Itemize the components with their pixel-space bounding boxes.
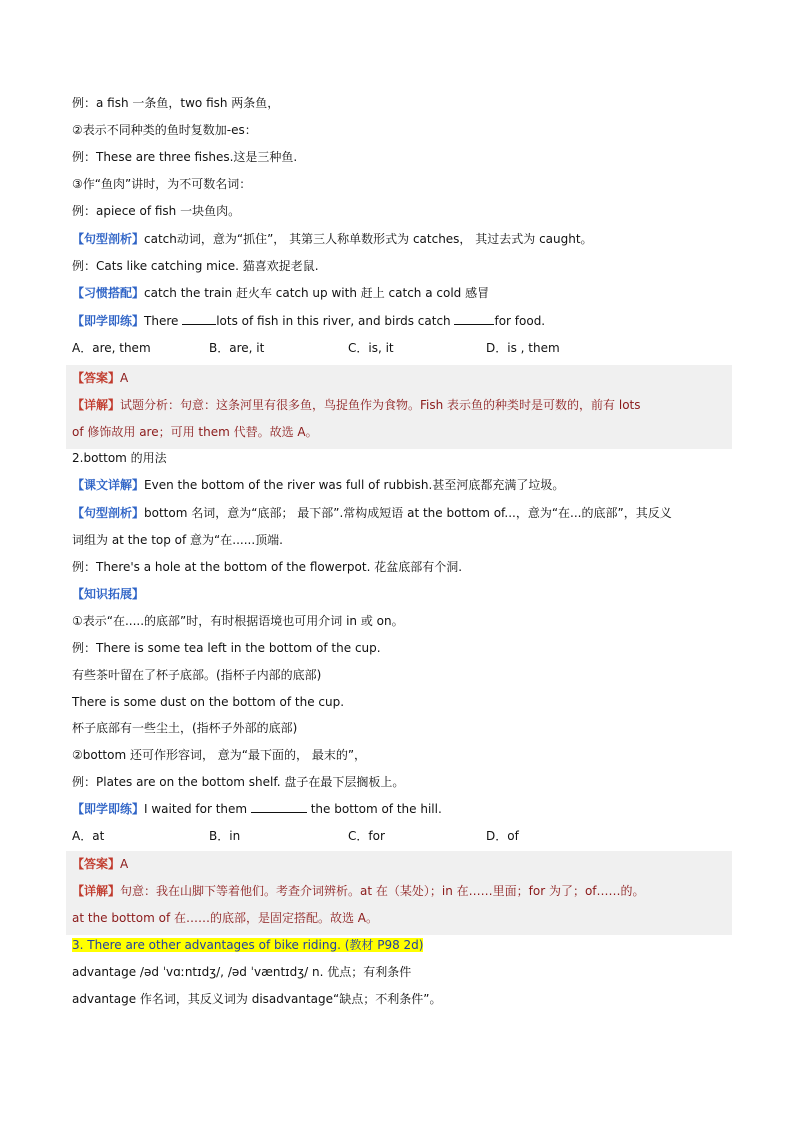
catch-habits (72, 280, 489, 307)
answer-value-2: A (120, 857, 129, 871)
practice-text-a: There (144, 314, 183, 328)
practice-text-b: lots of fish in this river, and birds catch (216, 314, 455, 328)
ext-tag: 【知识拓展】 (72, 587, 145, 601)
answer-blank-2[interactable] (454, 310, 494, 325)
answer-line-2 (72, 851, 128, 878)
catch-analysis (72, 226, 593, 253)
ext-example-1: 例：There is some tea left in the bottom of the cup. (72, 641, 381, 655)
ext-rule-2: ②bottom 还可作形容词， 意为“最下面的， 最末的”， (72, 748, 367, 762)
lesson-explain (72, 472, 564, 499)
detail-line-1 (72, 392, 641, 419)
bottom-example-1: 例：There's a hole at the bottom of the flowerpot. 花盆底部有个洞. (72, 560, 463, 574)
fish-example-2: 例：These are three fishes.这是三种鱼. (72, 150, 298, 164)
section-title-bottom: 2.bottom 的用法 (72, 451, 167, 465)
practice-question-1 (72, 308, 545, 335)
option-c-2[interactable]: C．for (348, 829, 385, 843)
ext-example-3: 例：Plates are on the bottom shelf. 盘子在最下层搁板上。 (72, 775, 405, 789)
practice-tag: 【即学即练】 (72, 314, 145, 328)
detail-text-1: 试题分析：句意：这条河里有很多鱼，鸟捉鱼作为食物。Fish 表示鱼的种类时是可数的，前有 lots (120, 398, 641, 412)
advantage-note: advantage 作名词，其反义词为 disadvantage“缺点；不利条件”。 (72, 992, 442, 1006)
detail-tag: 【详解】 (72, 398, 121, 412)
option-c[interactable]: C．is, it (348, 341, 394, 355)
detail-line-2: of 修饰故用 are；可用 them 代替。故选 A。 (72, 425, 318, 439)
detail-tag-2: 【详解】 (72, 884, 121, 898)
answer-value: A (120, 371, 129, 385)
answer-tag: 【答案】 (72, 371, 121, 385)
analysis-tag-2: 【句型剖析】 (72, 506, 145, 520)
knowledge-ext-tag (72, 581, 144, 608)
detail-line-3 (72, 878, 645, 905)
ext-example-1-cn: 有些茶叶留在了杯子底部。(指杯子内部的底部) (72, 668, 322, 682)
catch-example: 例：Cats like catching mice. 猫喜欢捉老鼠. (72, 259, 319, 273)
answer-blank-3[interactable] (251, 798, 307, 813)
options-row-2 (72, 823, 732, 850)
answer-line-1 (72, 365, 128, 392)
advantage-phonetic: advantage /əd ˈvɑːntɪdʒ/, /əd ˈvæntɪdʒ/ n. 优点；有利条件 (72, 965, 412, 979)
option-d[interactable]: D．is , them (486, 341, 560, 355)
habit-text: catch the train 赶火车 catch up with 赶上 catch a cold 感冒 (144, 286, 490, 300)
fish-example-1: 例：a fish 一条鱼，two fish 两条鱼， (72, 96, 280, 110)
section-title-advantage (72, 932, 423, 959)
answer-tag-2: 【答案】 (72, 857, 121, 871)
analysis-text: catch动词，意为“抓住”， 其第三人称单数形式为 catches， 其过去式为 caught。 (144, 232, 593, 246)
practice2-text-b: the bottom of the hill. (306, 802, 442, 816)
practice-tag-2: 【即学即练】 (72, 802, 145, 816)
highlighted-title: 3. There are other advantages of bike riding. (教材 P98 2d) (72, 938, 424, 952)
bottom-analysis-1 (72, 500, 672, 527)
bottom-analysis-2: 词组为 at the top of 意为“在......顶端. (72, 533, 283, 547)
practice-text-c: for food. (494, 314, 546, 328)
fish-rule-3: ③作“鱼肉”讲时，为不可数名词： (72, 177, 252, 191)
option-a-2[interactable]: A．at (72, 829, 105, 843)
habit-tag: 【习惯搭配】 (72, 286, 145, 300)
fish-example-3: 例：apiece of fish 一块鱼肉。 (72, 204, 241, 218)
ext-example-2-cn: 杯子底部有一些尘土，(指杯子外部的底部) (72, 721, 298, 735)
lesson-tag: 【课文详解】 (72, 478, 145, 492)
option-b-2[interactable]: B．in (209, 829, 241, 843)
option-d-2[interactable]: D．of (486, 829, 519, 843)
answer-blank-1[interactable] (182, 310, 216, 325)
ext-example-2: There is some dust on the bottom of the cup. (72, 695, 345, 709)
lesson-text: Even the bottom of the river was full of rubbish.甚至河底都充满了垃圾。 (144, 478, 565, 492)
detail-line-4: at the bottom of 在……的底部，是固定搭配。故选 A。 (72, 911, 379, 925)
ext-rule-1: ①表示“在.....的底部”时，有时根据语境也可用介词 in 或 on。 (72, 614, 404, 628)
fish-rule-2: ②表示不同种类的鱼时复数加-es： (72, 123, 257, 137)
option-b[interactable]: B．are, it (209, 341, 265, 355)
practice2-text-a: I waited for them (144, 802, 251, 816)
detail-text-3: 句意：我在山脚下等着他们。考查介词辨析。at 在（某处）；in 在……里面；for 为了；of……的。 (120, 884, 645, 898)
analysis-text-2: bottom 名词，意为“底部； 最下部”.常构成短语 at the bottom of...，意为“在...的底部”，其反义 (144, 506, 672, 520)
option-a[interactable]: A．are, them (72, 341, 151, 355)
options-row-1 (72, 335, 732, 362)
practice-question-2 (72, 796, 442, 823)
analysis-tag: 【句型剖析】 (72, 232, 145, 246)
